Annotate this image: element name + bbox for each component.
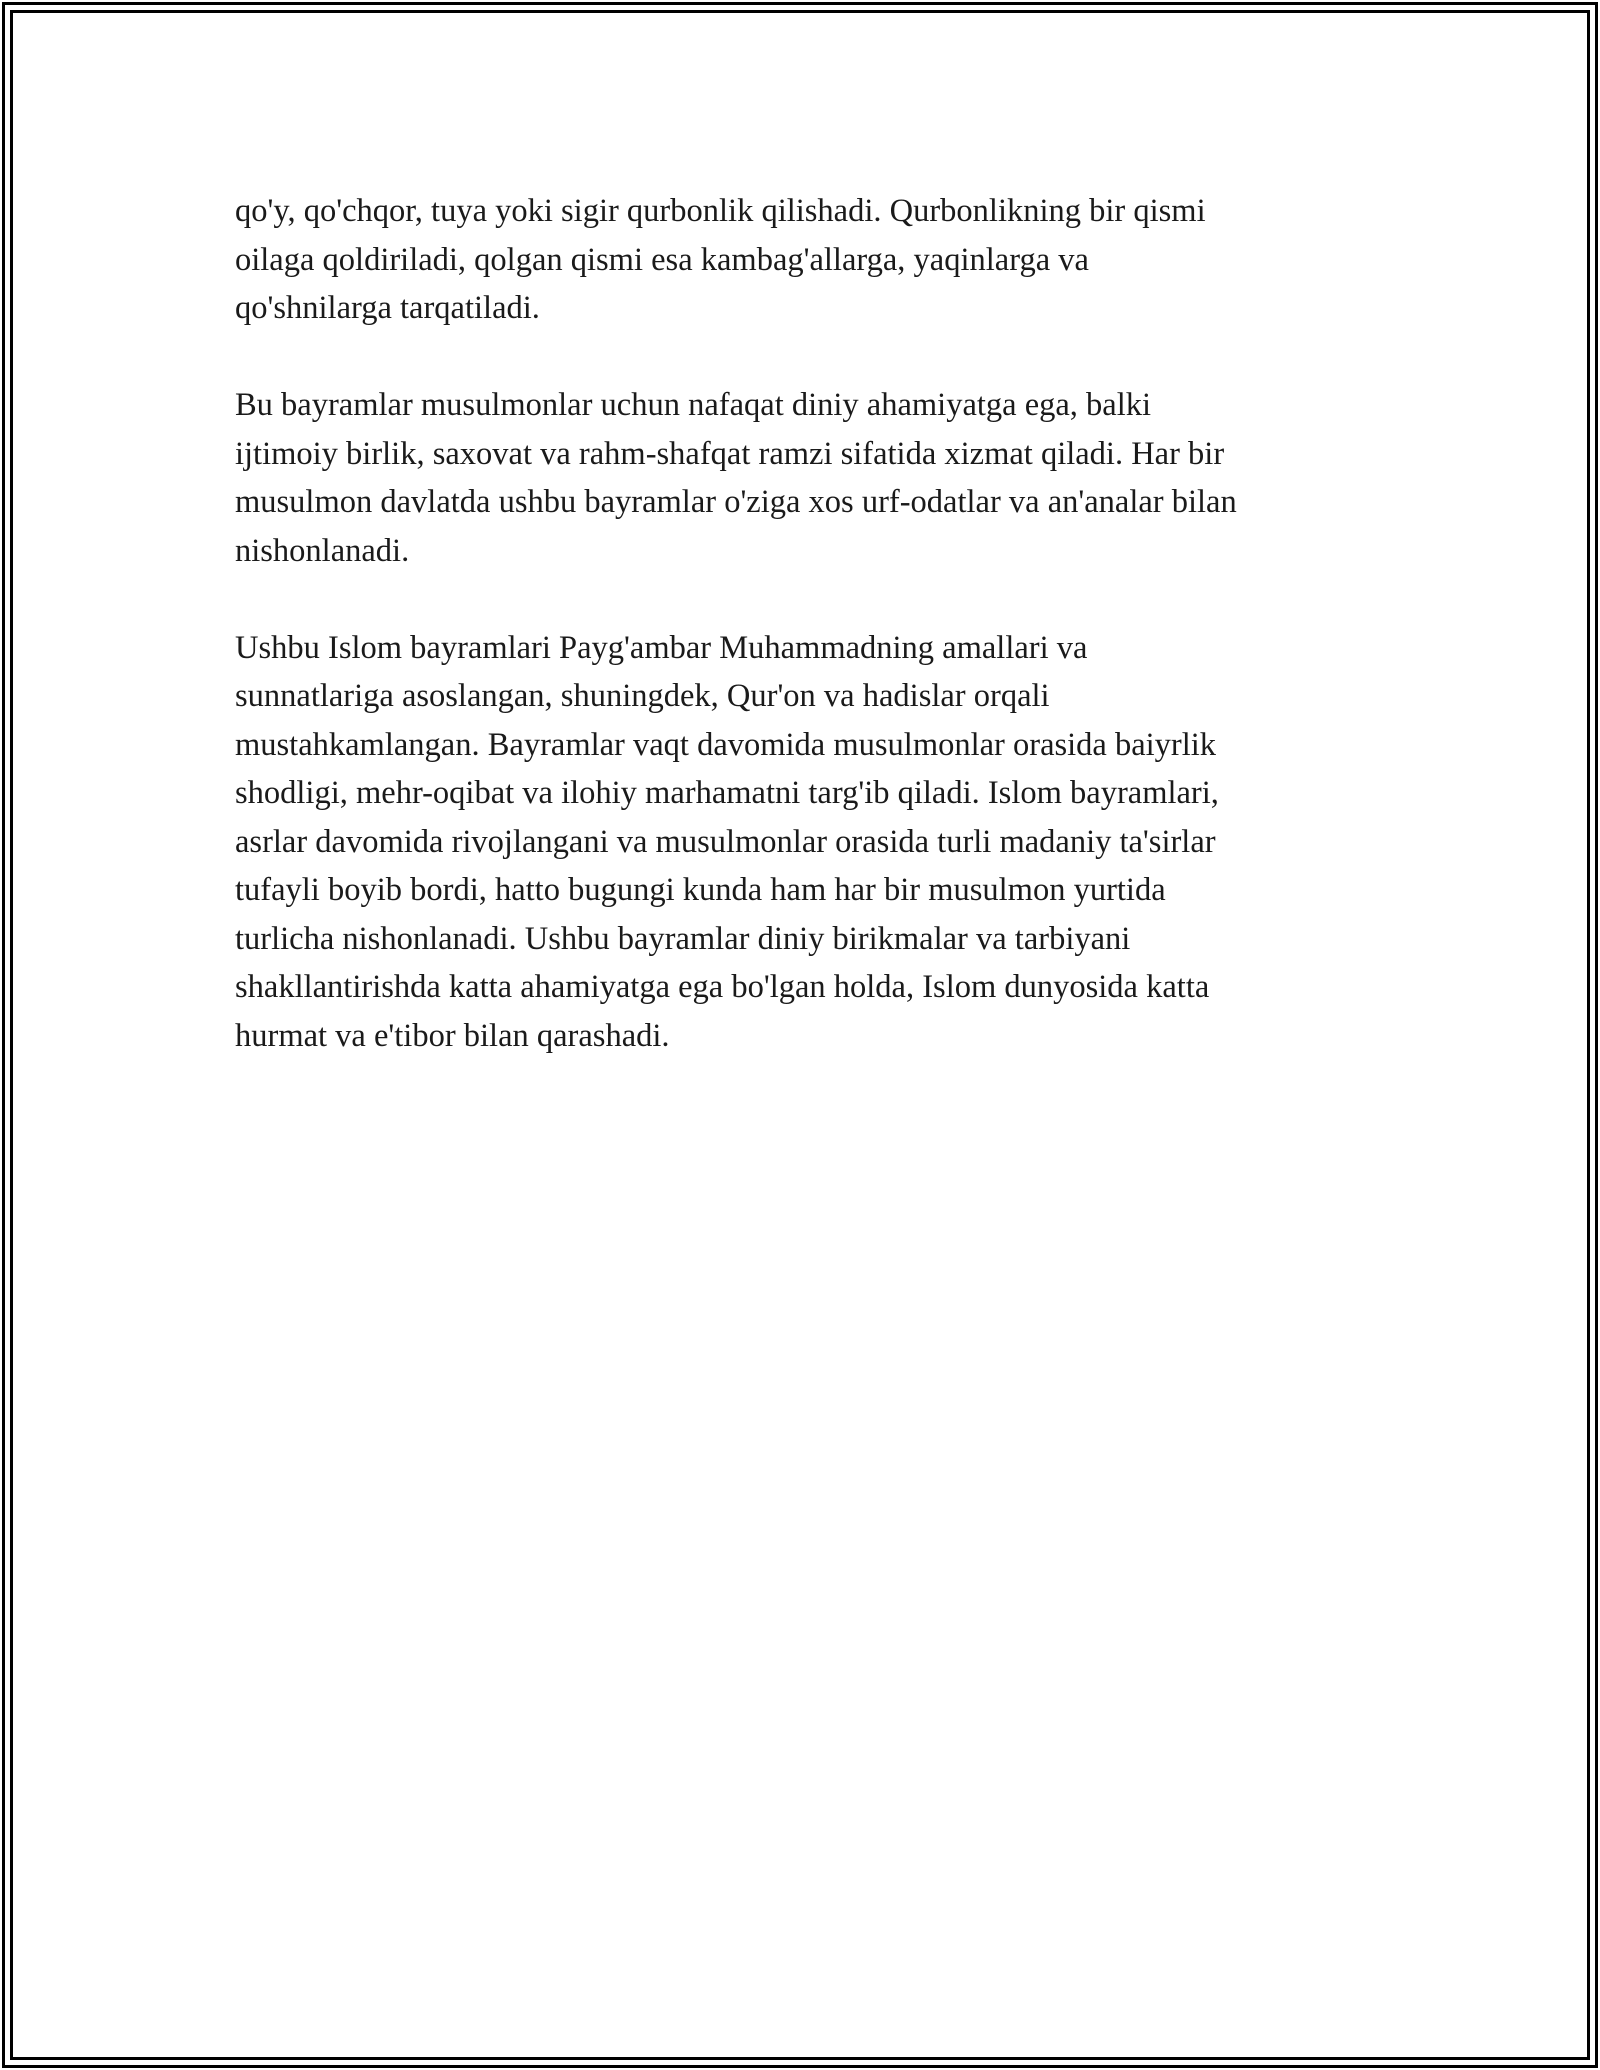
- text-line: hurmat va e'tibor bilan qarashadi.: [235, 1017, 670, 1054]
- text-line: oilaga qoldiriladi, qolgan qismi esa kambag'allarga, yaqinlarga va: [235, 241, 1089, 278]
- text-line: qo'shnilarga tarqatiladi.: [235, 290, 540, 326]
- text-line: qo'y, qo'chqor, tuya yoki sigir qurbonlik qilishadi. Qurbonlikning bir qismi: [235, 193, 1206, 229]
- text-line: nishonlanadi.: [235, 532, 410, 569]
- paragraph-1: [235, 187, 1385, 333]
- text-line: asrlar davomida rivojlangani va musulmonlar orasida turli madaniy ta'sirlar: [235, 823, 1216, 860]
- text-line: musulmon davlatda ushbu bayramlar o'ziga xos urf-odatlar va an'analar bilan: [235, 484, 1237, 520]
- text-line: shodligi, mehr-oqibat va ilohiy marhamatni targ'ib qiladi. Islom bayramlari,: [235, 775, 1219, 811]
- text-line: mustahkamlangan. Bayramlar vaqt davomida musulmonlar orasida baiyrlik: [235, 726, 1217, 763]
- text-line: turlicha nishonlanadi. Ushbu bayramlar diniy birikmalar va tarbiyani: [235, 920, 1131, 957]
- text-line: tufayli boyib bordi, hatto bugungi kunda ham har bir musulmon yurtida: [235, 872, 1166, 908]
- text-line: shakllantirishda katta ahamiyatga ega bo'lgan holda, Islom dunyosida katta: [235, 969, 1210, 1005]
- paragraph-2: [235, 381, 1385, 575]
- text-line: Bu bayramlar musulmonlar uchun nafaqat diniy ahamiyatga ega, balki: [235, 387, 1152, 423]
- text-line: sunnatlariga asoslangan, shuningdek, Qur'on va hadislar orqali: [235, 678, 1050, 714]
- paragraph-3: [235, 624, 1385, 1061]
- text-line: Ushbu Islom bayramlari Payg'ambar Muhammadning amallari va: [235, 629, 1088, 666]
- document-body: [235, 187, 1385, 1109]
- text-line: ijtimoiy birlik, saxovat va rahm-shafqat ramzi sifatida xizmat qiladi. Har bir: [235, 435, 1225, 472]
